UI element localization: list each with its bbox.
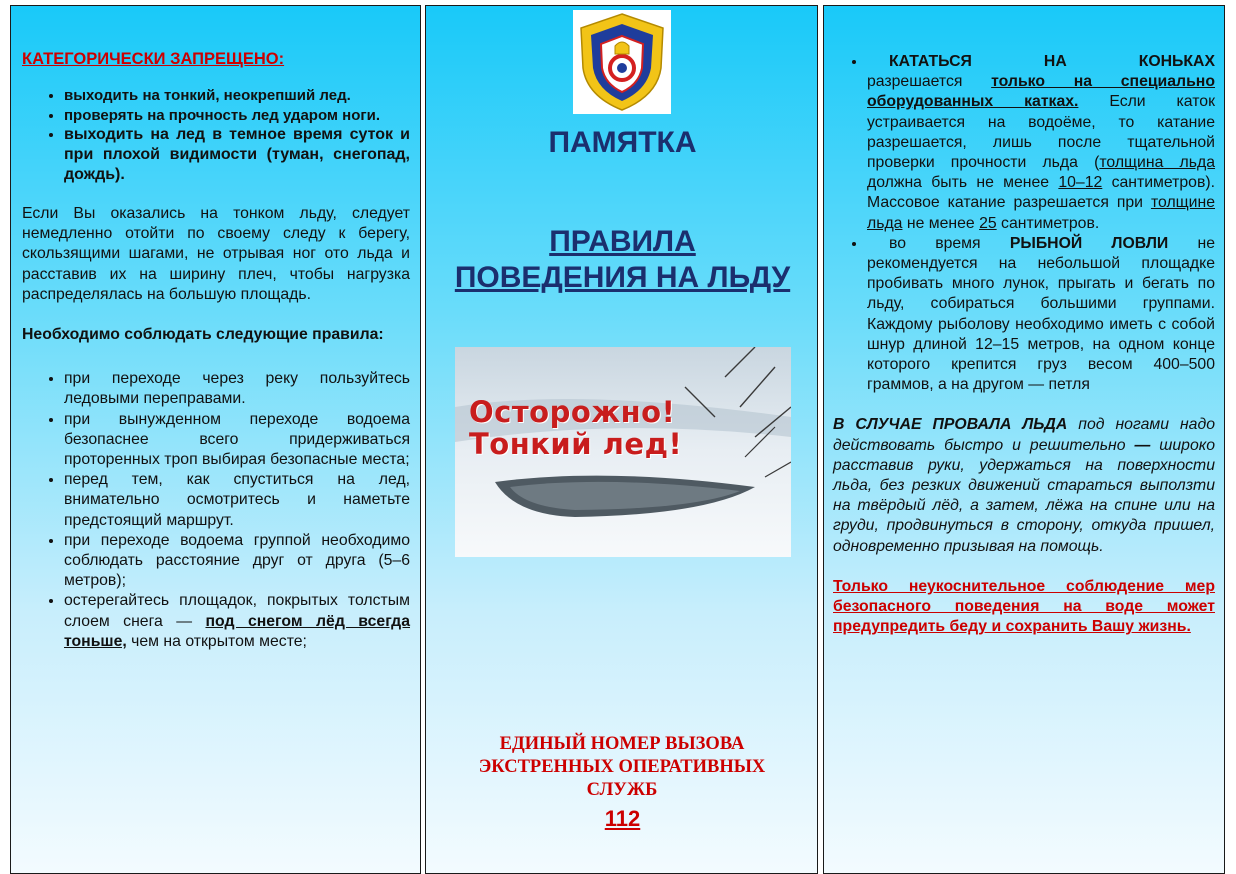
- rule-text: чем на открытом месте;: [126, 632, 307, 650]
- ice-fall-paragraph: [833, 415, 1215, 556]
- skating-text: сантиметров.: [996, 214, 1100, 232]
- emergency-number: 112: [604, 806, 641, 831]
- rule-text: остерегайтесь площадок, покрытых толстым слоем снега —: [64, 592, 410, 630]
- fishing-text: не рекомендуется на небольшой площадке пробивать много лунок, прыгать и бегать по льду, собираться большими группами. Каждому рыболову необходимо иметь с собой шнур длиной 12–15 метров, на одном конце которого крепится груз весом 400–500 граммов, а на другом — петля: [867, 234, 1215, 394]
- memo-title: ПАМЯТКА: [548, 126, 697, 159]
- skating-underline: 25: [979, 214, 997, 232]
- ice-fall-heading: В СЛУЧАЕ ПРОВАЛА ЛЬДА: [833, 416, 1068, 434]
- skating-text: Если каток устраивается на водоёме, то катание разрешается, лишь после тщательной проверки прочности льда (: [867, 93, 1215, 172]
- fishing-heading: РЫБНОЙ ЛОВЛИ: [1009, 234, 1169, 252]
- skating-underline: толщина льда: [1099, 154, 1216, 172]
- skating-text: должна быть не менее: [867, 174, 1059, 192]
- fishing-item: [867, 234, 1215, 396]
- forbidden-heading: КАТЕГОРИЧЕСКИ ЗАПРЕЩЕНО:: [22, 50, 285, 68]
- photo-warning-line1: Осторожно!: [469, 395, 676, 429]
- skating-text: не менее: [902, 214, 980, 232]
- skating-item: [867, 52, 1215, 234]
- closing-warning: Только неукоснительное соблюдение мер безопасного поведения на воде может предупредить беду и сохранить Вашу жизнь.: [833, 577, 1215, 636]
- rules-heading: Необходимо соблюдать следующие правила:: [22, 326, 384, 344]
- skating-underline: 10–12: [1058, 174, 1103, 192]
- fishing-text: во время: [889, 234, 1010, 252]
- skating-text: сантиметров). Массовое катание разрешается при: [867, 174, 1216, 212]
- photo-warning-line2: Тонкий лед!: [469, 427, 683, 461]
- skating-underline: толщине льда: [867, 194, 1215, 232]
- forbidden-item: • выходить на лед в темное время суток и при плохой видимости (туман, снегопад, дождь).: [64, 125, 410, 185]
- skating-emphasis: только на специально оборудованных катках.: [867, 73, 1215, 111]
- rules-title-line1: ПРАВИЛА: [549, 225, 696, 258]
- emblem: [573, 10, 671, 114]
- thin-ice-photo: [455, 347, 791, 557]
- rule-item: • при переходе водоема группой необходимо соблюдать расстояние друг от друга (5–6 метров);: [64, 531, 410, 592]
- rule-emphasis: под снегом лёд всегда тоньше,: [64, 612, 410, 650]
- ice-fall-text: под ногами надо действовать быстро и решительно: [833, 416, 1215, 454]
- rules-title-line2: ПОВЕДЕНИЯ НА ЛЬДУ: [454, 261, 791, 294]
- ice-fall-dash: —: [1134, 436, 1151, 454]
- skating-text: разрешается: [867, 73, 992, 91]
- forbidden-item: • выходить на тонкий, неокрепший лед.: [64, 86, 410, 106]
- rules-list: [22, 369, 410, 652]
- middle-panel: [425, 5, 818, 874]
- left-panel: [10, 5, 421, 874]
- thin-ice-paragraph: Если Вы оказались на тонком льду, следует немедленно отойти по своему следу к берегу, скользящими шагами, не отрывая ног ото льда и расставив их на ширину плеч, чтобы нагрузка распределялась на большую площадь.: [22, 205, 410, 303]
- forbidden-item: • проверять на прочность лед ударом ноги.: [64, 106, 410, 126]
- forbidden-list: [22, 86, 410, 185]
- rule-item: • при переходе через реку пользуйтесь ледовыми переправами.: [64, 369, 410, 409]
- shield-emblem-icon: [573, 10, 671, 114]
- rule-item: • перед тем, как спуститься на лед, внимательно осмотритесь и наметьте предстоящий маршрут.: [64, 470, 410, 531]
- rule-item: [64, 591, 410, 652]
- right-panel: [823, 5, 1225, 874]
- ice-fall-text: широко расставив руки, удержаться на поверхности льда, без резких движений стараться выползти на твёрдый лёд, а затем, лёжа на спине или на груди, продвинуться в сторону, откуда пришел, одновременно призывая на помощь.: [833, 436, 1215, 555]
- emergency-text: ЕДИНЫЙ НОМЕР ВЫЗОВА ЭКСТРЕННЫХ ОПЕРАТИВНЫХ СЛУЖБ: [478, 734, 766, 800]
- activities-list: [833, 52, 1215, 395]
- skating-heading: КАТАТЬСЯ НА КОНЬКАХ: [889, 53, 1215, 70]
- rule-item: • при вынужденном переходе водоема безопаснее всего придерживаться проторенных троп выбирая безопасные места;: [64, 410, 410, 471]
